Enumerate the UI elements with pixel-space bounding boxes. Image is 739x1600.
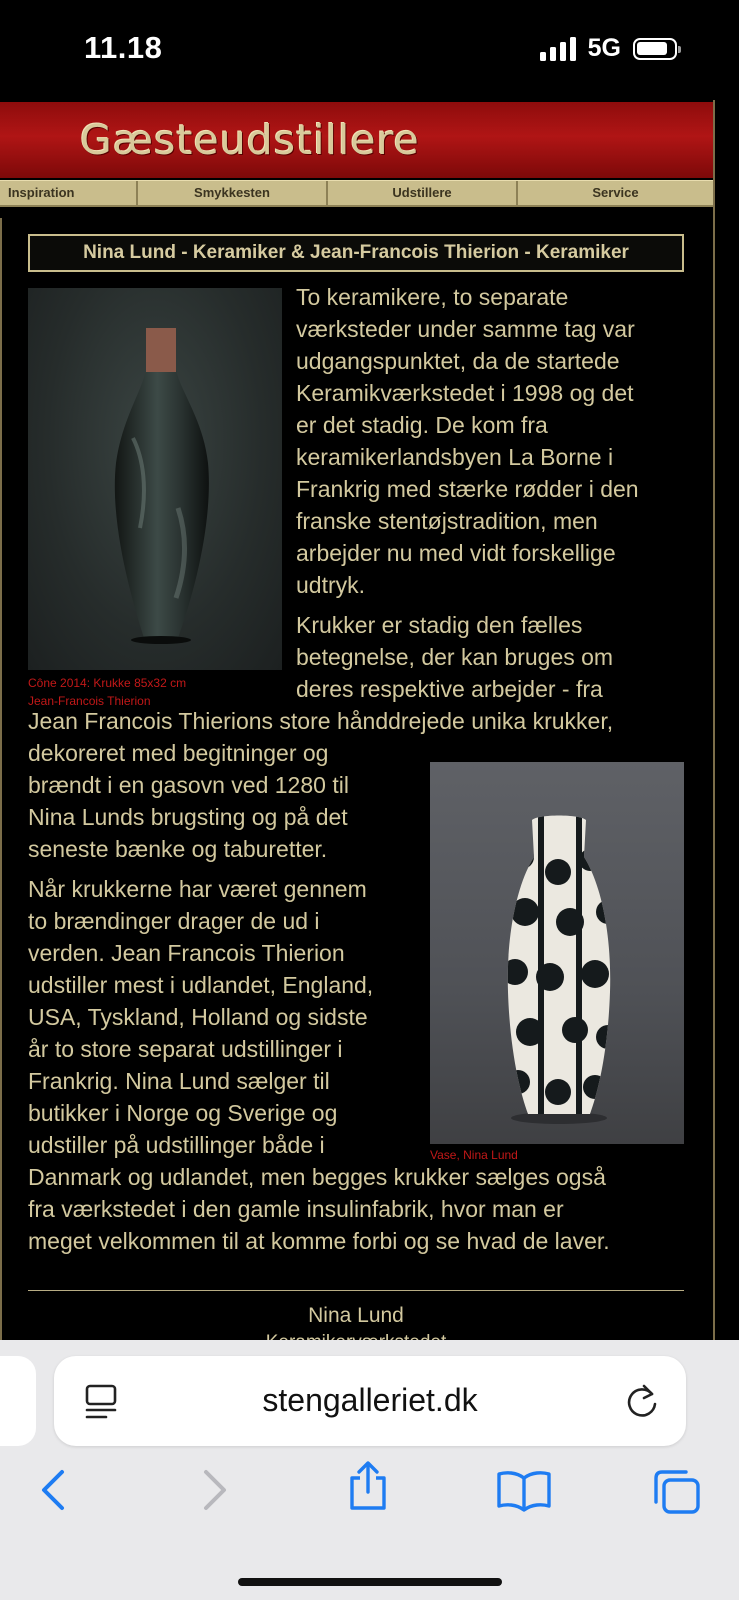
text-line: udtryk. <box>296 572 366 598</box>
url-text[interactable]: stengalleriet.dk <box>262 1382 478 1418</box>
paragraph-intro <box>296 281 639 601</box>
paragraph-krukker-part1 <box>296 609 613 705</box>
text-line: udstiller mest i udlandet, England, <box>28 972 374 998</box>
nav-item-smykkesten[interactable]: Smykkesten <box>138 181 328 205</box>
nav-item-inspiration[interactable]: Inspiration <box>0 181 138 205</box>
image-caption-nina-lund: Vase, Nina Lund <box>430 1148 518 1162</box>
address-bar[interactable] <box>54 1356 686 1446</box>
status-bar <box>0 0 739 100</box>
tabs-icon[interactable] <box>652 1468 702 1516</box>
network-type: 5G <box>587 34 621 62</box>
text-line: franske stentøjstradition, men <box>296 508 598 534</box>
text-line: to brændinger drager de ud i <box>28 908 320 934</box>
banner-title: Gæsteudstillere <box>80 116 420 164</box>
text-line: Frankrig med stærke rødder i den <box>296 476 639 502</box>
text-line: keramikerlandsbyen La Borne i <box>296 444 614 470</box>
text-line: Frankrig. Nina Lund sælger til <box>28 1068 330 1094</box>
text-line: fra værkstedet i den gamle insulinfabrik, hvor man er <box>28 1196 564 1222</box>
text-line: Nina Lunds brugsting og på det <box>28 804 348 830</box>
text-line: brændt i en gasovn ved 1280 til <box>28 772 349 798</box>
browser-bottom-bar <box>0 1340 739 1600</box>
text-line: Når krukkerne har været gennem <box>28 876 367 902</box>
cellular-signal-icon <box>540 37 576 61</box>
caption-line: Cône 2014: Krukke 85x32 cm <box>28 676 187 690</box>
share-icon[interactable] <box>346 1460 390 1512</box>
text-line: verden. Jean Francois Thierion <box>28 940 345 966</box>
text-line: Keramikværkstedet i 1998 og det <box>296 380 634 406</box>
bookmarks-icon[interactable] <box>496 1468 552 1512</box>
web-page <box>0 100 715 1340</box>
site-nav <box>0 180 713 207</box>
site-banner <box>0 102 713 178</box>
divider <box>28 1290 684 1291</box>
text-line: udstiller på udstillinger både i <box>28 1132 325 1158</box>
text-line: år to store separat udstillinger i <box>28 1036 343 1062</box>
text-line: To keramikere, to separate <box>296 284 569 310</box>
text-line: meget velkommen til at komme forbi og se hvad de laver. <box>28 1228 610 1254</box>
status-indicators <box>540 34 677 63</box>
forward-icon[interactable] <box>196 1468 230 1512</box>
battery-icon <box>633 38 677 60</box>
text-line: USA, Tyskland, Holland og sidste <box>28 1004 368 1030</box>
reload-icon[interactable] <box>624 1382 660 1420</box>
back-icon[interactable] <box>38 1468 72 1512</box>
previous-tab-preview[interactable] <box>0 1356 36 1446</box>
nav-item-udstillere[interactable]: Udstillere <box>328 181 518 205</box>
content-border <box>0 218 2 1348</box>
paragraph-udstillinger-part1 <box>28 873 610 1257</box>
vase-image-thierion <box>28 288 282 670</box>
text-line: dekoreret med begitninger og <box>28 740 329 766</box>
text-line: deres respektive arbejder - fra <box>296 676 603 702</box>
text-line: Jean Francois Thierions store hånddrejede unika krukker, <box>28 708 614 734</box>
status-time: 11.18 <box>84 30 163 65</box>
text-line: er det stadig. De kom fra <box>296 412 548 438</box>
text-line: seneste bænke og taburetter. <box>28 836 328 862</box>
text-line: værksteder under samme tag var <box>296 316 635 342</box>
text-line: Krukker er stadig den fælles <box>296 612 583 638</box>
text-line: Danmark og udlandet, men begges krukker sælges også <box>28 1164 606 1190</box>
footer-name: Nina Lund <box>308 1304 404 1327</box>
text-line: udgangspunktet, da de startede <box>296 348 620 374</box>
nav-item-service[interactable]: Service <box>592 185 639 200</box>
text-line: betegnelse, der kan bruges om <box>296 644 614 670</box>
article-heading: Nina Lund - Keramiker & Jean-Francois Thierion - Keramiker <box>28 234 684 272</box>
home-indicator[interactable] <box>238 1578 502 1586</box>
text-line: arbejder nu med vidt forskellige <box>296 540 616 566</box>
text-line: butikker i Norge og Sverige og <box>28 1100 338 1126</box>
caption-line: Jean-Francois Thierion <box>28 694 151 708</box>
